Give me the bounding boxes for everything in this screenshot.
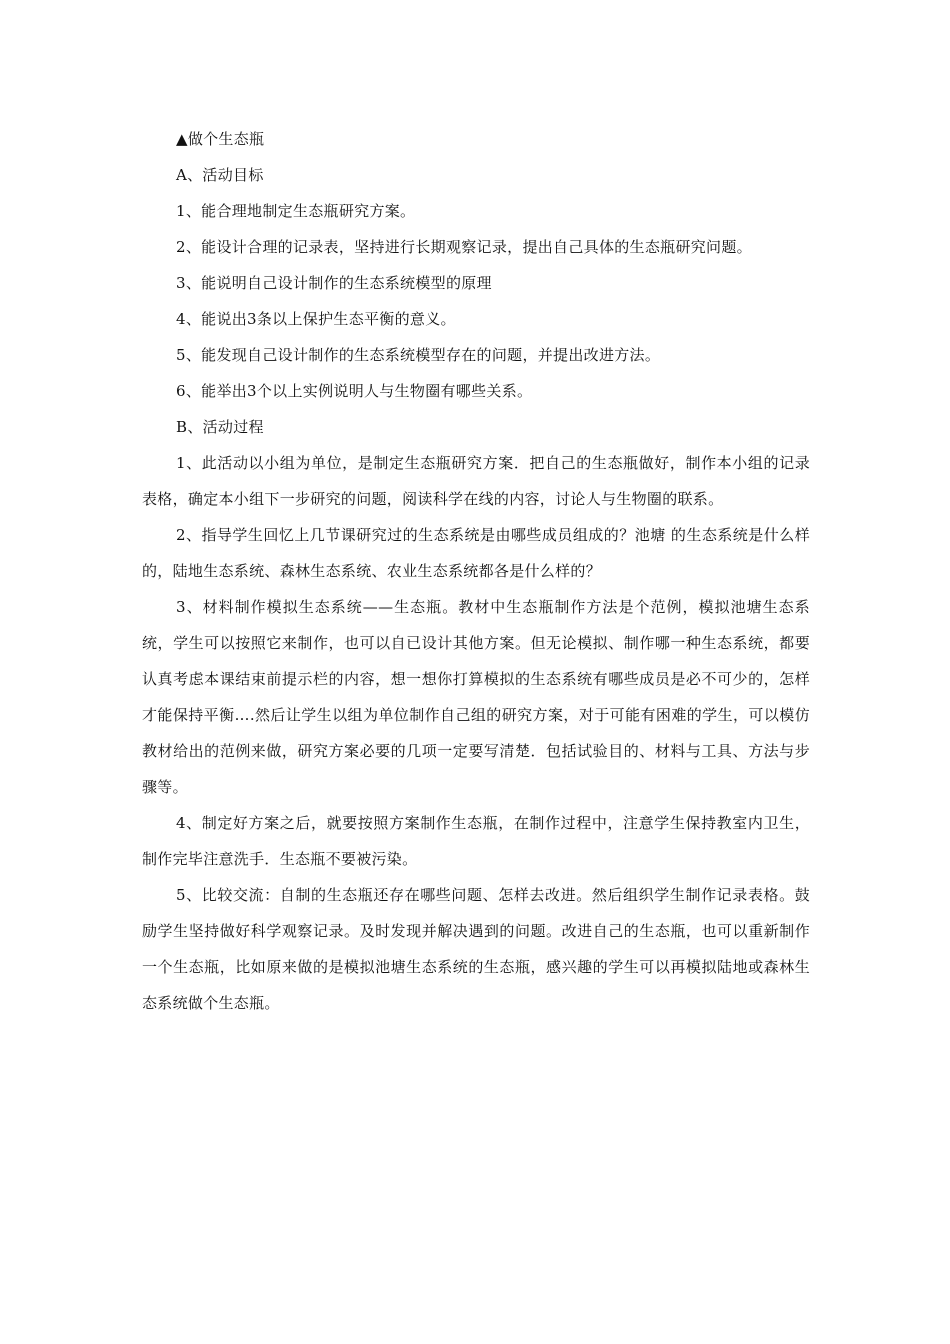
process-paragraph: 4、制定好方案之后，就要按照方案制作生态瓶，在制作过程中，注意学生保持教室内卫生，制作完毕注意洗手．生态瓶不要被污染。 [142, 814, 810, 868]
goal-item: 6、能举出3个以上实例说明人与生物圈有哪些关系。 [176, 382, 533, 400]
process-paragraph: 1、此活动以小组为单位，是制定生态瓶研究方案．把自己的生态瓶做好，制作本小组的记录表格，确定本小组下一步研究的问题，阅读科学在线的内容，讨论人与生物圈的联系。 [142, 454, 810, 508]
process-paragraph: 3、材料制作模拟生态系统——生态瓶。教材中生态瓶制作方法是个范例，模拟池塘生态系统，学生可以按照它来制作，也可以自已设计其他方案。但无论模拟、制作哪一种生态系统，都要认真考虑本课结束前提示栏的内容，想一想你打算模拟的生态系统有哪些成员是必不可少的，怎样才能保持平衡….然后让学生以组为单位制作自己组的研究方案，对于可能有困难的学生，可以模仿教材给出的范例来做，研究方案必要的几项一定要写清楚．包括试验目的、材料与工具、方法与步骤等。 [142, 598, 810, 796]
goal-item: 2、能设计合理的记录表，坚持进行长期观察记录，提出自己具体的生态瓶研究问题。 [176, 238, 752, 256]
document-body [142, 121, 810, 1021]
process-paragraph: 2、指导学生回忆上几节课研究过的生态系统是由哪些成员组成的？池塘 的生态系统是什么样的，陆地生态系统、森林生态系统、农业生态系统都各是什么样的？ [142, 526, 810, 580]
process-paragraph: 5、比较交流：自制的生态瓶还存在哪些问题、怎样去改进。然后组织学生制作记录表格。鼓励学生坚持做好科学观察记录。及时发现并解决遇到的问题。改进自己的生态瓶，也可以重新制作一个生态瓶，比如原来做的是模拟池塘生态系统的生态瓶，感兴趣的学生可以再模拟陆地或森林生态系统做个生态瓶。 [142, 886, 810, 1012]
section-b-heading: B、活动过程 [176, 418, 264, 436]
goal-item: 3、能说明自己设计制作的生态系统模型的原理 [176, 274, 492, 292]
goal-item: 4、能说出3条以上保护生态平衡的意义。 [176, 310, 456, 328]
document-title: ▲做个生态瓶 [176, 130, 265, 148]
goal-item: 1、能合理地制定生态瓶研究方案。 [176, 202, 416, 220]
section-a-heading: A、活动目标 [176, 166, 264, 184]
goal-item: 5、能发现自己设计制作的生态系统模型存在的问题，并提出改进方法。 [176, 346, 661, 364]
